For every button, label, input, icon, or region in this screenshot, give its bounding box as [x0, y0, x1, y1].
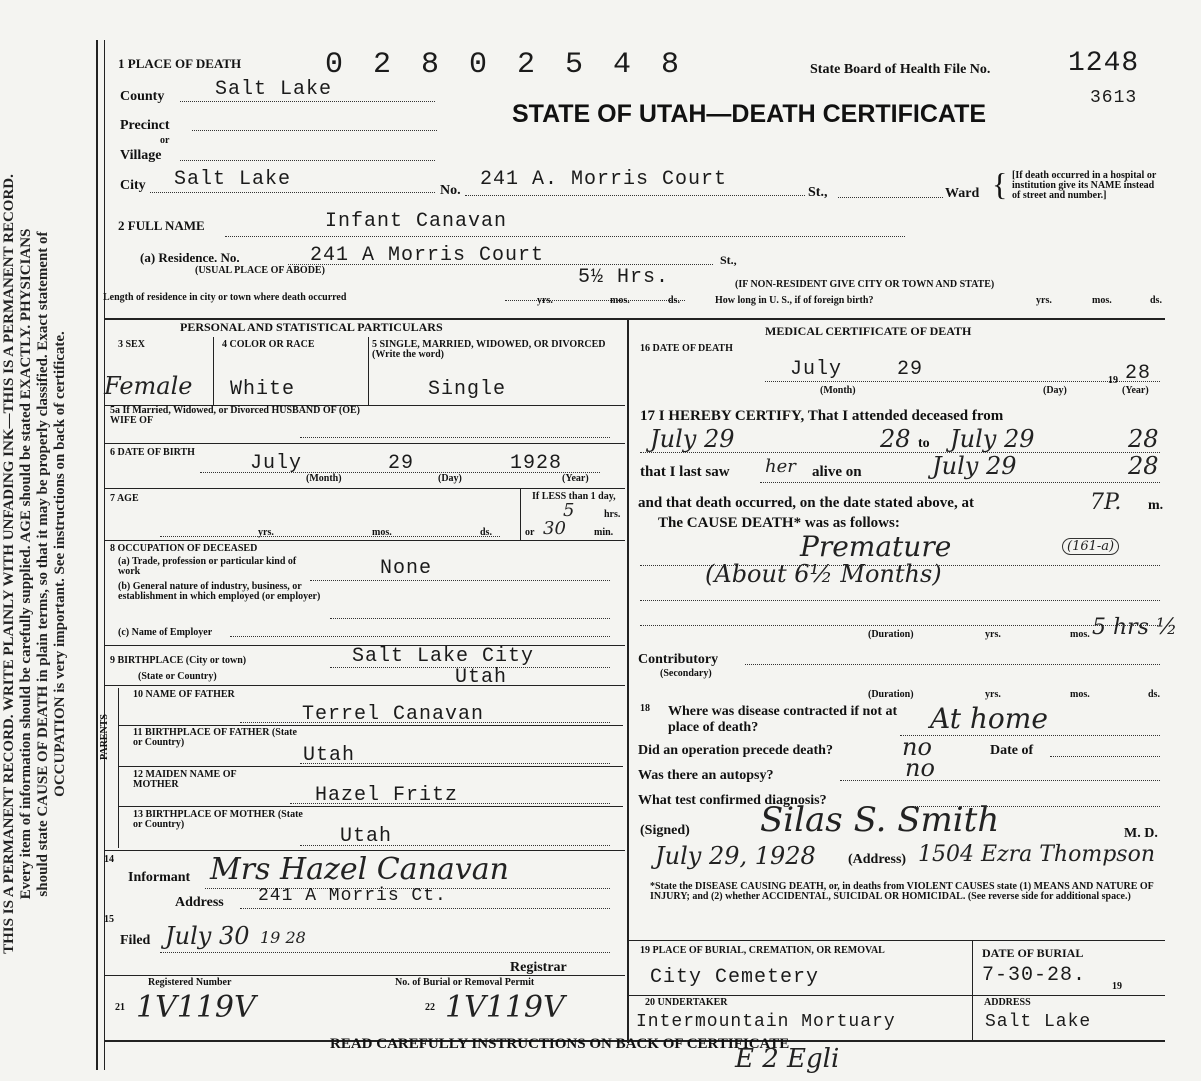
min-label: min.: [594, 527, 614, 538]
duration-label-1: (Duration): [868, 629, 914, 640]
undertaker-label: 20 UNDERTAKER: [645, 997, 728, 1008]
m-label: m.: [1148, 498, 1164, 513]
divider-birthplace: [105, 685, 625, 686]
medical-section-title: MEDICAL CERTIFICATE OF DEATH: [765, 324, 972, 338]
dob-day-caption: (Day): [438, 473, 462, 484]
duration-ds-2: ds.: [1148, 689, 1160, 700]
birthplace-label: 9 BIRTHPLACE (City or town): [110, 655, 247, 666]
filed-year: 19 28: [260, 928, 306, 947]
father-label: 10 NAME OF FATHER: [133, 689, 235, 700]
death-year-caption: (Year): [1122, 385, 1149, 396]
color-value: White: [230, 378, 296, 401]
divider-age: [105, 540, 625, 541]
undertaker-address: Salt Lake: [985, 1012, 1092, 1032]
foreign-label: How long in U. S., if of foreign birth?: [715, 295, 874, 306]
precinct-rule: [192, 130, 437, 131]
cause-footnote: *State the DISEASE CAUSING DEATH, or, in deaths from VIOLENT CAUSES state (1) MEANS AND NATURE OF INJURY; and (2) whether ACCIDENTAL, SUICIDAL OR HOMICIDAL. (See reverse side for additional space.): [650, 881, 1154, 902]
sidebar-instructions: [1, 59, 69, 1069]
duration-value: 5 hrs ½: [1092, 615, 1178, 640]
residence-value: 241 A Morris Court: [310, 244, 545, 267]
mother-label: 12 MAIDEN NAME OF MOTHER: [133, 769, 237, 790]
age-label: 7 AGE: [110, 493, 139, 504]
divider-parents-col: [118, 688, 119, 848]
brace-icon: {: [992, 166, 1008, 202]
residence-rule: [288, 264, 713, 265]
foreign-yrs: yrs.: [1036, 295, 1052, 306]
sidebar-line-2: Every item of information should be carefully supplied. AGE should be stated EXACTLY. PHYSICIANS: [18, 228, 34, 900]
burial-permit: 1V119V: [445, 990, 565, 1025]
cause-rule-3: [640, 625, 1160, 626]
duration-label-2: (Duration): [868, 689, 914, 700]
foreign-ds: ds.: [1150, 295, 1162, 306]
divider-undertaker: [628, 995, 1165, 996]
registered-number-label: Registered Number: [148, 977, 232, 988]
contracted-num: 18: [640, 703, 650, 714]
contributory-rule: [745, 664, 1160, 665]
or-caption: or: [525, 527, 535, 538]
certify-rule: [640, 452, 1160, 453]
color-label: 4 COLOR OR RACE: [222, 339, 315, 350]
occupation-value: None: [380, 557, 433, 580]
age-yrs: yrs.: [258, 527, 274, 538]
from-date: July 29: [650, 425, 735, 453]
filed-label: Filed: [120, 933, 151, 948]
personal-section-title: PERSONAL AND STATISTICAL PARTICULARS: [180, 320, 443, 334]
registered-number: 1V119V: [136, 990, 256, 1025]
county-rule: [180, 101, 435, 102]
test-label: What test confirmed diagnosis?: [638, 793, 827, 808]
duration-mos-1: mos.: [1070, 629, 1090, 640]
occupation-a-label: (a) Trade, profession or particular kind of work: [118, 556, 297, 577]
filed-num: 15: [104, 914, 114, 925]
autopsy-value: no: [905, 754, 935, 782]
less-min: 30: [543, 518, 566, 539]
informant-address-rule: [240, 908, 610, 909]
county-value: Salt Lake: [215, 78, 333, 101]
divider-parents: [105, 850, 625, 851]
page-title: STATE OF UTAH—DEATH CERTIFICATE: [512, 100, 987, 128]
footer-handwritten: E 2 Egli: [735, 1044, 840, 1074]
to-label: to: [918, 436, 930, 451]
ward-label: Ward: [945, 186, 980, 201]
serial-number: 0 2 8 0 2 5 4 8: [325, 48, 686, 82]
cause-label: The CAUSE DEATH* was as follows:: [658, 515, 900, 531]
or-label: or: [160, 135, 170, 146]
burial-place-value: City Cemetery: [650, 966, 820, 989]
no-label: No.: [440, 183, 461, 198]
age-mos: mos.: [372, 527, 392, 538]
usual-abode-label: (USUAL PLACE OF ABODE): [195, 265, 325, 276]
divider-burial: [628, 940, 1165, 941]
full-name-value: Infant Canavan: [325, 210, 508, 233]
duration-mos-2: mos.: [1070, 689, 1090, 700]
informant-label: Informant: [128, 870, 191, 885]
divider-center: [627, 318, 629, 1043]
place-of-death-label: 1 PLACE OF DEATH: [118, 56, 242, 71]
contracted-label: Where was disease contracted if not at place of death?: [668, 704, 898, 735]
hrs-label: hrs.: [604, 509, 621, 520]
burial-date: 7-30-28.: [982, 964, 1087, 987]
length-rule: [505, 300, 685, 301]
dob-month-caption: (Month): [306, 473, 342, 484]
burial-permit-label: No. of Burial or Removal Permit: [395, 977, 535, 988]
st-label: St.,: [808, 185, 828, 200]
death-month-caption: (Month): [820, 385, 856, 396]
last-saw-label: that I last saw: [640, 464, 730, 480]
signed-label: (Signed): [640, 823, 690, 838]
num-22: 22: [425, 1002, 435, 1013]
signed-address: 1504 Ezra Thompson: [918, 842, 1155, 867]
signed-address-label: (Address): [848, 852, 907, 867]
divider-sex-col: [213, 337, 214, 405]
street-rule: [465, 195, 805, 196]
alive-on-label: alive on: [812, 464, 862, 480]
autopsy-label: Was there an autopsy?: [638, 768, 774, 783]
contracted-value: At home: [930, 702, 1048, 735]
divider-father-bp: [118, 766, 623, 767]
date-of-label: Date of: [990, 743, 1034, 758]
marital-label: 5 SINGLE, MARRIED, WIDOWED, OR DIVORCED (Write the word): [372, 339, 606, 360]
sex-label: 3 SEX: [118, 339, 145, 350]
to-date: July 29: [950, 425, 1035, 453]
autopsy-rule: [840, 780, 1160, 781]
dob-day: 29: [388, 452, 415, 475]
less-than-label: If LESS than 1 day,: [532, 491, 616, 502]
death-day-caption: (Day): [1043, 385, 1067, 396]
operation-value: no: [902, 733, 932, 761]
death-date-rule: [765, 381, 1160, 382]
dob-rule: [200, 472, 600, 473]
death-month: July: [790, 358, 843, 381]
full-name-rule: [225, 236, 905, 237]
birthplace-state: Utah: [455, 666, 508, 689]
city-label: City: [120, 178, 146, 193]
registrar-label: Registrar: [510, 960, 567, 975]
occurred-label: and that death occurred, on the date stated above, at: [638, 495, 974, 511]
duration-yrs-1: yrs.: [985, 629, 1001, 640]
file-no-label: State Board of Health File No.: [810, 62, 991, 77]
alive-date: July 29: [932, 452, 1017, 480]
mother-birthplace: Utah: [340, 825, 393, 848]
father-birthplace-label: 11 BIRTHPLACE OF FATHER (State or Country): [133, 727, 297, 748]
mother-birthplace-rule: [300, 845, 610, 846]
village-label: Village: [120, 148, 162, 163]
county-label: County: [120, 89, 165, 104]
residence-st-label: St.,: [720, 253, 737, 267]
md-label: M. D.: [1124, 826, 1158, 841]
operation-label: Did an operation precede death?: [638, 743, 833, 758]
parents-label: PARENTS: [99, 714, 110, 760]
certify-label: 17 I HEREBY CERTIFY, That I attended deceased from: [640, 408, 1004, 424]
street-address: 241 A. Morris Court: [480, 168, 728, 191]
birthplace-state-label: (State or Country): [138, 671, 217, 682]
undertaker-address-label: ADDRESS: [984, 997, 1031, 1008]
mother-value: Hazel Fritz: [315, 784, 459, 807]
dob-label: 6 DATE OF BIRTH: [110, 447, 195, 458]
alive-year: 28: [1128, 452, 1159, 480]
mother-rule: [290, 803, 610, 804]
residence-label: (a) Residence. No.: [140, 250, 240, 265]
cause-value-2: (About 6½ Months): [705, 560, 942, 588]
informant-num: 14: [104, 854, 114, 865]
informant-value: Mrs Hazel Canavan: [210, 852, 509, 887]
occupation-rule: [310, 580, 610, 581]
sidebar-line-3: should state CAUSE OF DEATH in plain terms, so that it may be properly classified. Exact statement of: [35, 231, 51, 897]
age-ds: ds.: [480, 527, 492, 538]
divider-color-col: [368, 337, 369, 405]
dob-month: July: [250, 452, 303, 475]
cause-value-1: Premature: [800, 530, 952, 563]
sex-value: Female: [104, 372, 193, 400]
less-hrs: 5: [563, 500, 575, 521]
marital-value: Single: [428, 378, 507, 401]
village-rule: [180, 160, 435, 161]
footer-instructions: READ CAREFULLY INSTRUCTIONS ON BACK OF CERTIFICATE: [330, 1036, 790, 1052]
death-year-prefix: 19: [1108, 375, 1118, 386]
foreign-mos: mos.: [1092, 295, 1112, 306]
from-year: 28: [880, 425, 911, 453]
burial-place-label: 19 PLACE OF BURIAL, CREMATION, OR REMOVAL: [640, 945, 885, 956]
burial-date-label: DATE OF BURIAL: [982, 946, 1084, 960]
occupation-label: 8 OCCUPATION OF DECEASED: [110, 543, 258, 554]
signed-date: July 29, 1928: [655, 842, 816, 870]
informant-address: 241 A Morris Ct.: [258, 886, 447, 906]
divider-burial-date: [972, 940, 973, 1040]
death-year: 28: [1125, 362, 1152, 385]
to-year: 28: [1128, 425, 1159, 453]
file-no-2: 3613: [1090, 88, 1138, 108]
occupation-b-rule: [330, 618, 610, 619]
length-yrs: yrs.: [537, 295, 553, 306]
length-label: Length of residence in city or town where death occurred: [103, 292, 347, 303]
father-birthplace-rule: [300, 763, 610, 764]
operation-date-rule: [1050, 756, 1160, 757]
divider-age-col: [520, 488, 521, 540]
death-day: 29: [897, 358, 924, 381]
full-name-label: 2 FULL NAME: [118, 218, 205, 233]
time-value: 7P.: [1090, 490, 1122, 515]
alive-rule: [760, 482, 1160, 483]
divider-husband: [105, 443, 625, 444]
secondary-label: (Secondary): [660, 668, 712, 679]
husband-label: 5a If Married, Widowed, or Divorced HUSBAND OF (OE) WIFE OF: [110, 405, 360, 426]
informant-address-label: Address: [175, 895, 224, 910]
length-ds: ds.: [668, 295, 680, 306]
st-rule: [838, 197, 943, 198]
undertaker-value: Intermountain Mortuary: [636, 1012, 896, 1032]
occupation-b-label: (b) General nature of industry, business, or establishment in which employed (or employer): [118, 581, 321, 602]
signature-value: Silas S. Smith: [760, 800, 1000, 840]
filed-value: July 30: [165, 922, 250, 950]
nonresident-note: (IF NON-RESIDENT GIVE CITY OR TOWN AND STATE): [735, 279, 995, 290]
left-border: [96, 40, 98, 1070]
burial-year-prefix: 19: [1112, 981, 1122, 992]
mother-birthplace-label: 13 BIRTHPLACE OF MOTHER (State or Country): [133, 809, 303, 830]
city-value: Salt Lake: [174, 168, 292, 191]
employer-rule: [230, 636, 610, 637]
birthplace-city: Salt Lake City: [352, 645, 535, 668]
father-value: Terrel Canavan: [302, 703, 485, 726]
age-rule: [160, 536, 500, 537]
filed-rule: [160, 952, 610, 953]
father-rule: [240, 722, 610, 723]
dob-year-caption: (Year): [562, 473, 589, 484]
pronoun-value: her: [765, 456, 796, 477]
length-mos: mos.: [610, 295, 630, 306]
husband-rule: [300, 437, 610, 438]
date-of-death-label: 16 DATE OF DEATH: [640, 343, 733, 354]
contributory-label: Contributory: [638, 652, 719, 667]
employer-label: (c) Name of Employer: [118, 627, 213, 638]
file-no: 1248: [1068, 48, 1140, 79]
contracted-rule: [900, 735, 1160, 736]
sidebar-line-4: OCCUPATION is very important. See instructions on back of certificate.: [52, 331, 68, 797]
father-birthplace: Utah: [303, 744, 356, 767]
hospital-note: [If death occurred in a hospital or institution give its NAME instead of street and number.]: [1012, 170, 1157, 201]
cause-code: (161-a): [1062, 538, 1119, 555]
length-value: 5½ Hrs.: [578, 266, 670, 289]
divider-dob: [105, 488, 625, 489]
cause-rule-2: [640, 600, 1160, 601]
precinct-label: Precinct: [120, 118, 170, 133]
city-rule: [150, 192, 435, 193]
dob-year: 1928: [510, 452, 563, 475]
duration-yrs-2: yrs.: [985, 689, 1001, 700]
num-21: 21: [115, 1002, 125, 1013]
sidebar-line-1: THIS IS A PERMANENT RECORD. WRITE PLAINLY WITH UNFADING INK—THIS IS A PERMANENT RECORD.: [1, 174, 17, 954]
